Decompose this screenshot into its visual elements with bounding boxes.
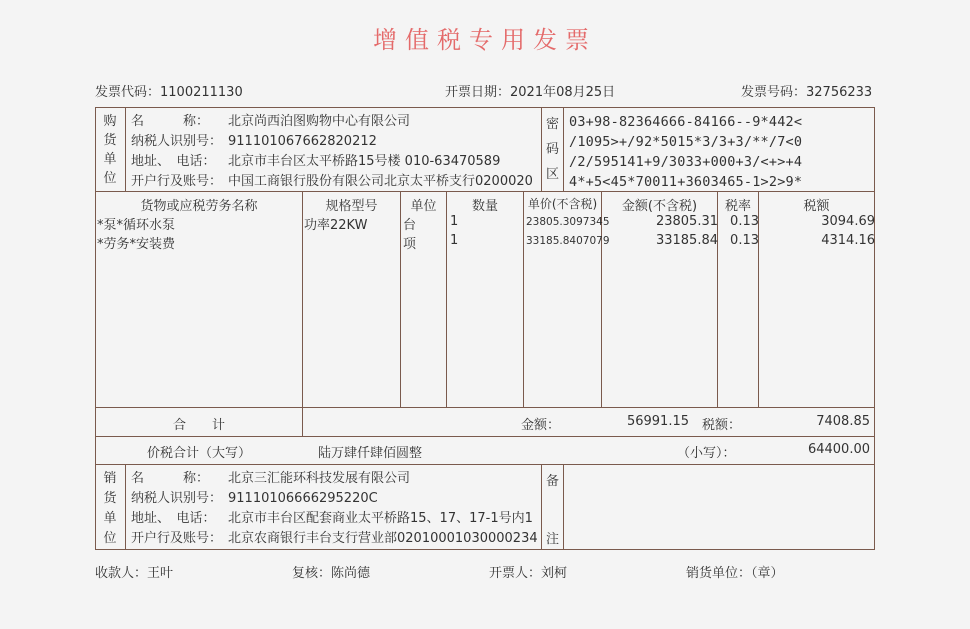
invoice-date-value: 2021年08月25日 [510, 85, 616, 100]
seller-values [228, 469, 538, 549]
seller-name: 北京三汇能环科技发展有限公司 [228, 471, 411, 486]
seller-tax-id: 91110106666295220C [228, 491, 378, 506]
total-amount: 56991.15 [626, 414, 689, 429]
seller-bank-label: 开户行及账号： [131, 531, 223, 546]
col-header-name: 货物或应税劳务名称 [140, 199, 258, 214]
footer-seller-seal: 销货单位：（章） [686, 566, 784, 581]
buyer-side-char: 单 [103, 152, 117, 167]
buyer-bank-label: 开户行及账号： [131, 174, 223, 189]
remarks-side-label-top: 备 [545, 474, 559, 489]
divider [523, 191, 524, 407]
invoice-number-label: 发票号码： [741, 85, 807, 100]
grand-total-small-label: （小写）： [677, 446, 736, 461]
total-tax: 7408.85 [816, 414, 870, 429]
col-header-tax: 税额 [803, 199, 830, 214]
row-price: 23805.3097345 [526, 216, 610, 228]
payee-label: 收款人： [95, 566, 148, 581]
buyer-name-label: 名 称： [131, 114, 210, 129]
col-header-unit: 单位 [410, 199, 437, 214]
buyer-name: 北京尚西泊图购物中心有限公司 [228, 114, 411, 129]
divider [95, 407, 875, 408]
buyer-tax-id-label: 纳税人识别号： [131, 134, 223, 149]
row-spec: 功率22KW [304, 218, 368, 233]
row-name: *劳务*安装费 [97, 237, 176, 252]
total-tax-label: 税额： [702, 418, 742, 433]
buyer-address: 北京市丰台区太平桥路15号楼 010-63470589 [228, 154, 501, 169]
grand-total-words: 陆万肆仟肆佰圆整 [318, 446, 423, 461]
cipher-side-label [542, 112, 563, 187]
divider [95, 436, 875, 437]
footer-reviewer [292, 562, 370, 581]
divider [400, 191, 401, 407]
cipher-side-char: 码 [545, 142, 559, 157]
reviewer-label: 复核： [292, 566, 332, 581]
buyer-bank: 中国工商银行股份有限公司北京太平桥支行0200020 [228, 174, 533, 189]
invoice-title: 增值税专用发票 [373, 26, 597, 54]
buyer-side-label [97, 112, 123, 188]
seller-side-char: 位 [103, 531, 117, 546]
cipher-text [569, 112, 802, 192]
buyer-side-char: 购 [103, 114, 117, 129]
divider [302, 191, 303, 436]
row-tax: 3094.69 [821, 214, 875, 229]
footer-issuer [489, 562, 567, 581]
invoice-code-label: 发票代码： [95, 85, 161, 100]
buyer-address-label: 地址、 电话： [131, 154, 216, 169]
buyer-values [228, 112, 533, 192]
invoice-date [445, 81, 615, 100]
row-amount: 33185.84 [655, 233, 718, 248]
cipher-line: 03+98-82364666-84166--9*442< [569, 114, 803, 130]
row-price: 33185.8407079 [526, 235, 610, 247]
grand-total-label: 价税合计（大写） [146, 446, 251, 461]
col-header-qty: 数量 [471, 199, 498, 214]
cipher-side-char: 密 [545, 117, 559, 132]
cipher-line: /1095>+/92*5015*3/3+3/**/7<0 [569, 134, 803, 150]
buyer-labels [131, 112, 222, 192]
cipher-line: /2/595141+9/3033+000+3/<+>+4 [569, 154, 803, 170]
buyer-tax-id: 911101067662820212 [228, 134, 377, 149]
divider [125, 107, 126, 191]
buyer-side-char: 货 [103, 133, 117, 148]
row-rate: 0.13 [730, 214, 759, 229]
col-header-price: 单价(不含税) [527, 197, 598, 211]
row-qty: 1 [450, 233, 459, 248]
total-label: 合 计 [172, 418, 225, 433]
seller-side-char: 销 [103, 471, 117, 486]
col-header-amount: 金额(不含税) [621, 199, 698, 214]
row-name: *泵*循环水泵 [97, 218, 176, 233]
invoice-number-value: 32756233 [806, 85, 873, 100]
grand-total-value: 64400.00 [807, 442, 870, 457]
payee-value: 王叶 [147, 566, 174, 581]
seller-labels [131, 469, 222, 549]
divider [125, 464, 126, 550]
footer-payee [95, 562, 173, 581]
issuer-label: 开票人： [489, 566, 542, 581]
invoice-number [741, 81, 872, 100]
divider [446, 191, 447, 407]
row-unit: 项 [403, 237, 417, 252]
reviewer-value: 陈尚德 [331, 566, 371, 581]
divider [563, 107, 564, 191]
seller-bank: 北京农商银行丰台支行营业部02010001030000234 [228, 531, 538, 546]
seller-address: 北京市丰台区配套商业太平桥路15、17、17-1号内1 [228, 511, 533, 526]
seller-address-label: 地址、 电话： [131, 511, 216, 526]
seller-name-label: 名 称： [131, 471, 210, 486]
invoice-code [95, 81, 243, 100]
seller-tax-id-label: 纳税人识别号： [131, 491, 223, 506]
invoice-code-value: 1100211130 [160, 85, 243, 100]
row-qty: 1 [450, 214, 459, 229]
buyer-side-char: 位 [103, 171, 117, 186]
cipher-line: 4*+5<45*70011+3603465-1>2>9* [569, 174, 803, 190]
row-amount: 23805.31 [655, 214, 718, 229]
divider [563, 464, 564, 550]
cipher-side-char: 区 [545, 167, 559, 182]
col-header-rate: 税率 [724, 199, 751, 214]
seller-side-char: 货 [103, 491, 117, 506]
seller-side-label [97, 469, 123, 549]
invoice-date-label: 开票日期： [445, 85, 511, 100]
issuer-value: 刘柯 [541, 566, 568, 581]
row-rate: 0.13 [730, 233, 759, 248]
col-header-spec: 规格型号 [325, 199, 378, 214]
divider [95, 464, 875, 465]
seller-side-char: 单 [103, 511, 117, 526]
total-amount-label: 金额： [521, 418, 561, 433]
remarks-side-label-bottom: 注 [545, 532, 559, 547]
row-unit: 台 [403, 218, 417, 233]
row-tax: 4314.16 [821, 233, 875, 248]
